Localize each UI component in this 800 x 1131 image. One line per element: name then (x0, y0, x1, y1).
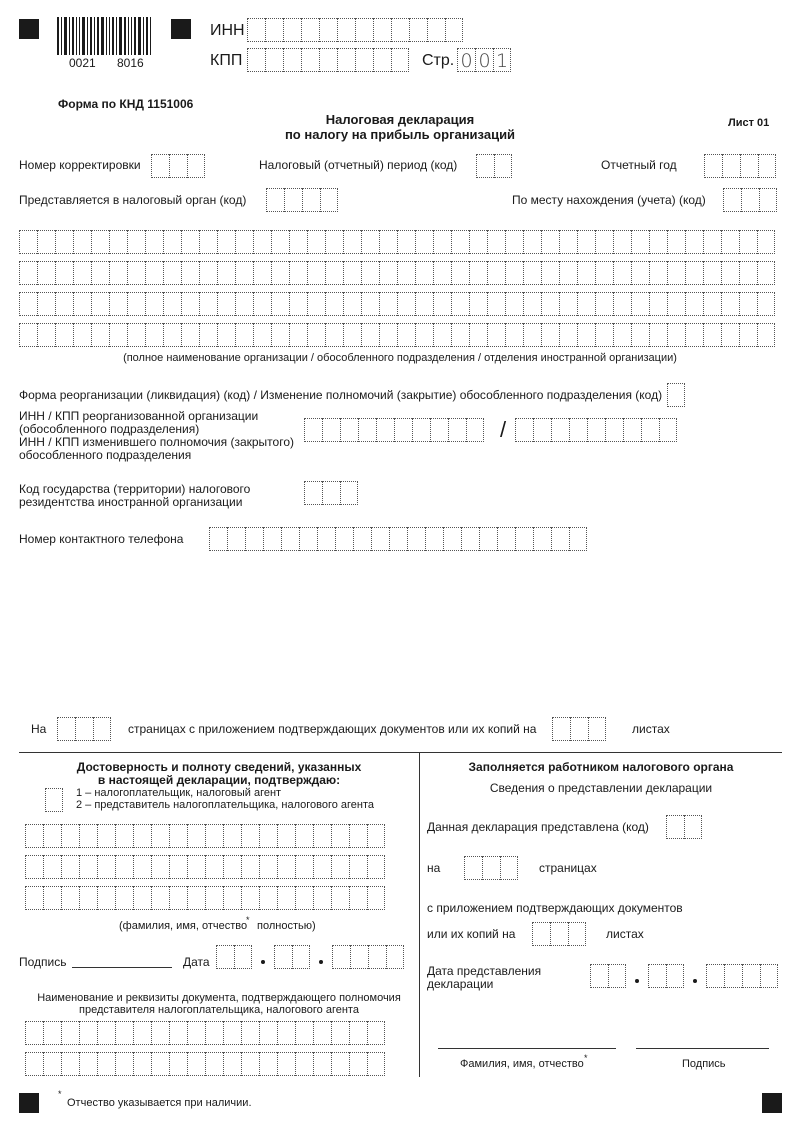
official-fio-label: Фамилия, имя, отчество (460, 1058, 584, 1070)
submission-date-day-field[interactable] (590, 964, 626, 988)
official-signature-label: Подпись (682, 1058, 726, 1070)
corner-mark-top-left (19, 19, 39, 39)
location-label: По месту нахождения (учета) (код) (512, 193, 706, 207)
reorg-inn-kpp-label-2: (обособленного подразделения) (19, 422, 200, 436)
submission-date-label-1: Дата представления (427, 964, 542, 978)
phone-label: Номер контактного телефона (19, 532, 184, 546)
document-title-line1: Налоговая декларация (325, 112, 475, 127)
official-signature-line[interactable] (636, 1048, 769, 1049)
page-digit: 0 (475, 48, 493, 72)
signer-fio-row[interactable] (25, 886, 385, 910)
barcode-number-right: 8016 (117, 56, 144, 70)
page-digit: 0 (457, 48, 475, 72)
correction-number-label: Номер корректировки (19, 158, 141, 172)
signer-fio-row[interactable] (25, 824, 385, 848)
official-fio-line[interactable] (438, 1048, 616, 1049)
document-title-line2: по налогу на прибыль организаций (284, 127, 516, 142)
reorg-inn-field[interactable] (304, 418, 484, 442)
org-name-row[interactable] (19, 261, 775, 285)
confirm-title-line1: Достоверность и полноту сведений, указанных (76, 760, 362, 774)
tax-authority-field[interactable] (266, 188, 338, 212)
submission-date-label-2: декларации (427, 977, 494, 991)
confirm-title-line2: в настоящей декларации, подтверждаю: (97, 773, 341, 787)
inn-field[interactable] (247, 18, 463, 42)
tax-period-label: Налоговый (отчетный) период (код) (259, 158, 458, 172)
org-name-row[interactable] (19, 292, 775, 316)
attachment-sheets-field-right[interactable] (532, 922, 586, 946)
page-digit: 1 (493, 48, 511, 72)
corner-mark-bottom-right (762, 1093, 782, 1113)
signer-type-field[interactable] (45, 788, 63, 812)
section-divider (19, 752, 782, 753)
fio-caption-end: полностью) (257, 920, 316, 932)
date-separator (693, 979, 697, 983)
reorg-inn-kpp-label-3: ИНН / КПП изменившего полномочия (закрытого) (19, 435, 294, 449)
official-fio-asterisk: * (584, 1053, 588, 1063)
reorg-form-field[interactable] (667, 383, 685, 407)
with-docs-label: с приложением подтверждающих документов (427, 901, 683, 915)
tax-office-subtitle: Сведения о представлении декларации (489, 781, 713, 795)
org-name-caption: (полное наименование организации / обособленного подразделения / отделения иностранной организации) (123, 352, 677, 364)
fio-caption-asterisk: * (246, 915, 250, 925)
authority-doc-row[interactable] (25, 1021, 385, 1045)
form-code: Форма по КНД 1151006 (58, 97, 194, 111)
tax-period-field[interactable] (476, 154, 512, 178)
pages-on-label: На (31, 722, 47, 736)
corner-mark-bottom-left (19, 1093, 39, 1113)
inn-kpp-slash: / (500, 417, 507, 442)
inn-label: ИНН (210, 22, 245, 39)
attachment-sheets-field[interactable] (552, 717, 606, 741)
org-name-row[interactable] (19, 323, 775, 347)
date-separator (635, 979, 639, 983)
date-year-field[interactable] (332, 945, 404, 969)
signer-option-2: 2 – представитель налогоплательщика, налогового агента (76, 799, 375, 811)
corner-mark-top-center (171, 19, 191, 39)
tax-authority-label: Представляется в налоговый орган (код) (19, 193, 247, 207)
date-separator (261, 960, 265, 964)
or-copies-label: или их копий на (427, 927, 516, 941)
residency-field[interactable] (304, 481, 358, 505)
date-separator (319, 960, 323, 964)
signature-label: Подпись (19, 955, 67, 969)
submitted-label: Данная декларация представлена (код) (427, 820, 649, 834)
reporting-year-label: Отчетный год (601, 158, 677, 172)
pages-sheets-label: листах (632, 722, 670, 736)
date-label: Дата (183, 955, 210, 969)
authority-doc-row[interactable] (25, 1052, 385, 1076)
residency-label-1: Код государства (территории) налогового (19, 482, 251, 496)
kpp-field[interactable] (247, 48, 409, 72)
reorg-form-label: Форма реорганизации (ликвидация) (код) / Изменение полномочий (закрытие) обособленного подразделения (код) (19, 388, 663, 402)
barcode (57, 17, 153, 55)
page-label: Стр. (422, 52, 455, 69)
residency-label-2: резидентства иностранной организации (19, 495, 243, 509)
fio-caption: (фамилия, имя, отчество (119, 920, 248, 932)
barcode-number-left: 0021 (69, 56, 96, 70)
column-divider (419, 752, 420, 1077)
pages-count-field-right[interactable] (464, 856, 518, 880)
reporting-year-field[interactable] (704, 154, 776, 178)
signer-option-1: 1 – налогоплательщик, налоговый агент (76, 787, 282, 799)
footnote-asterisk: * (58, 1089, 62, 1099)
authority-doc-label-2: представителя налогоплательщика, налогового агента (79, 1004, 359, 1016)
pages-on-label-right: на (427, 861, 441, 875)
footnote-text: Отчество указывается при наличии. (67, 1097, 252, 1109)
reorg-inn-kpp-label-4: обособленного подразделения (19, 448, 192, 462)
submission-date-year-field[interactable] (706, 964, 778, 988)
pages-count-field[interactable] (57, 717, 111, 741)
tax-office-title: Заполняется работником налогового органа (468, 760, 734, 774)
location-field[interactable] (723, 188, 777, 212)
submitted-code-field[interactable] (666, 815, 702, 839)
kpp-label: КПП (210, 52, 243, 69)
signature-line[interactable] (72, 967, 172, 968)
sheets-label-right: листах (606, 927, 644, 941)
pages-middle-label: страницах с приложением подтверждающих документов или их копий на (128, 722, 537, 736)
reorg-inn-kpp-label-1: ИНН / КПП реорганизованной организации (19, 409, 259, 423)
signer-fio-row[interactable] (25, 855, 385, 879)
page-number-field[interactable] (457, 48, 511, 72)
phone-field[interactable] (209, 527, 587, 551)
authority-doc-label-1: Наименование и реквизиты документа, подтверждающего полномочия (37, 992, 401, 1004)
date-month-field[interactable] (274, 945, 310, 969)
reorg-kpp-field[interactable] (515, 418, 677, 442)
date-day-field[interactable] (216, 945, 252, 969)
submission-date-month-field[interactable] (648, 964, 684, 988)
org-name-row[interactable] (19, 230, 775, 254)
pages-label-right: страницах (539, 861, 597, 875)
sheet-number: Лист 01 (728, 117, 770, 129)
correction-number-field[interactable] (151, 154, 205, 178)
